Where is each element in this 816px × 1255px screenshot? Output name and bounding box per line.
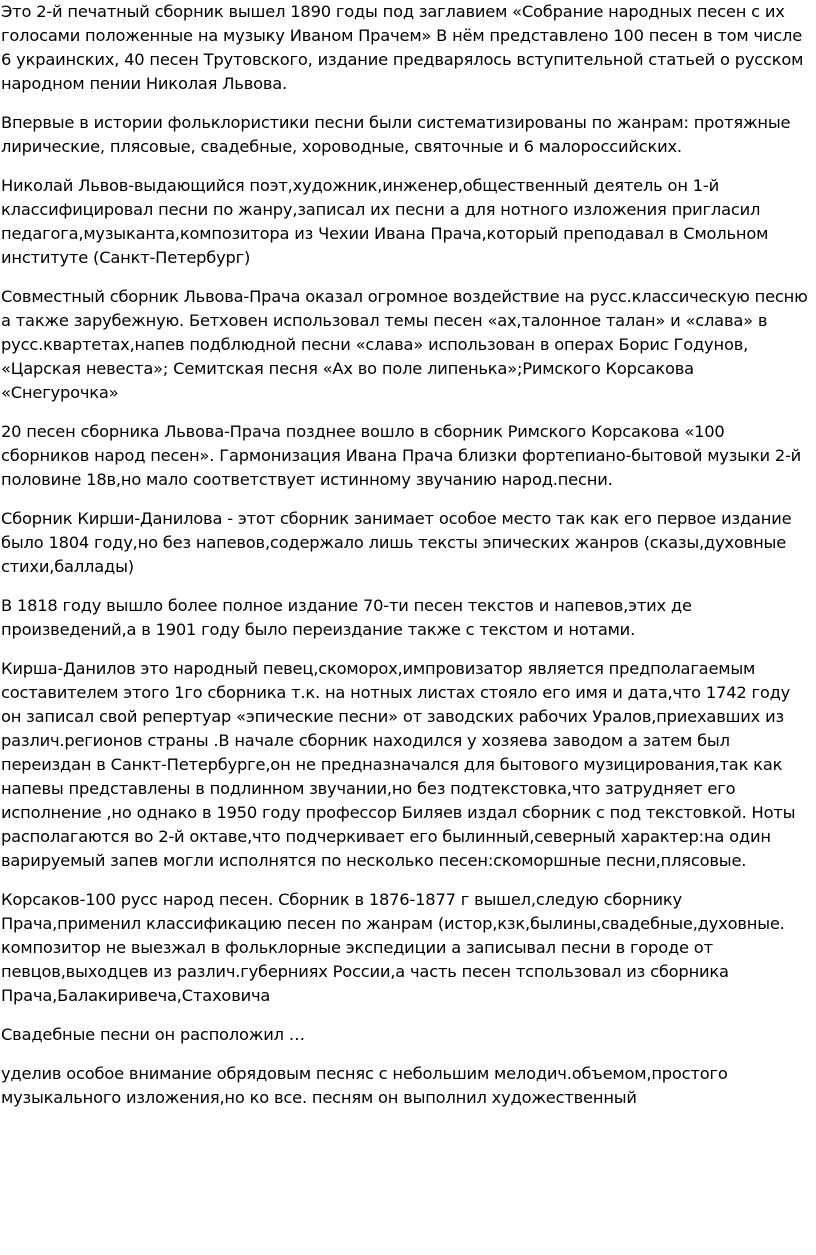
paragraph-wedding-songs: Свадебные песни он расположил … (1, 1025, 305, 1044)
paragraph-rimsky-korsakov-collection: 20 песен сборника Львова-Прача позднее вошло в сборник Римского Корсакова «100 сборников народ песен». Гармонизация Ивана Прача близки фортепиано-бытовой музыки 2-й половине 18в,но мало соответствует истинному звучанию народ.песни. (1, 422, 802, 489)
paragraph-korsakov-100-songs: Корсаков-100 русс народ песен. Сборник в 1876-1877 г вышел,следую сборнику Прача,применил классификацию песен по жанрам (истор,кзк,былины,свадебные,духовные. композитор не выезжал в фольклорные экспедиции а записывал песни в городе от певцов,выходцев из различ.губерниях России,а часть песен тспользовал из сборника Прача,Балакиривеча,Стаховича (1, 890, 785, 1005)
paragraph-ritual-songs: уделив особое внимание обрядовым песняс с небольшим мелодич.объемом,простого музыкального изложения,но ко все. песням он выполнил художественный (1, 1064, 728, 1107)
paragraph-influence: Совместный сборник Львова-Прача оказал огромное воздействие на русс.классическую песню а также зарубежную. Бетховен использовал темы песен «ах,талонное талан» и «слава» в русс.квартетах,напев подблюдной песни «слава» использован в операх Борис Годунов, «Царская невеста»; Семитская песня «Ах во поле липенька»;Римского Корсакова «Снегурочка» (1, 287, 808, 402)
paragraph-kirsha-danilov-collection: Сборник Кирши-Данилова - этот сборник занимает особое место так как его первое издание было 1804 году,но без напевов,содержало лишь тексты эпических жанров (сказы,духовные стихи,баллады) (1, 509, 792, 576)
paragraph-prach-collection: Это 2-й печатный сборник вышел 1890 годы под заглавием «Собрание народных песен с их голосами положенные на музыку Иваном Прачем» В нём представлено 100 песен в том числе 6 украинских, 40 песен Трутовского, издание предварялось вступительной статьей о русском народном пении Николая Львова. (1, 2, 804, 93)
paragraph-1818-edition: В 1818 году вышло более полное издание 70-ти песен текстов и напевов,этих де произведений,а в 1901 году было переиздание также с текстом и нотами. (1, 596, 692, 639)
paragraph-kirsha-danilov-singer: Кирша-Данилов это народный певец,скоморох,импровизатор является предполагаемым составителем этого 1го сборника т.к. на нотных листах стояло его имя и дата,что 1742 году он записал свой репертуар «эпические песни» от заводских рабочих Уралов,приехавших из различ.регионов страны .В начале сборник находился у хозяева заводом а затем был переиздан в Санкт-Петербурге,он не предназначался для бытового музицирования,так как напевы представлены в подлинном звучании,но без подтекстовка,что затрудняет его исполнение ,но однако в 1950 году профессор Биляев издал сборник с под текстовкой. Ноты располагаются во 2-й октаве,что подчеркивает его былинный,северный характер:на один варируемый запев могли исполнятся по несколько песен:скоморшные песни,плясовые. (1, 659, 796, 870)
paragraph-genres: Впервые в истории фольклористики песни были систематизированы по жанрам: протяжные лирические, плясовые, свадебные, хороводные, святочные и 6 малороссийских. (1, 113, 791, 156)
paragraph-nikolai-lvov: Николай Львов-выдающийся поэт,художник,инженер,общественный деятель он 1-й классифицировал песни по жанру,записал их песни а для нотного изложения пригласил педагога,музыканта,композитора из Чехии Ивана Прача,который преподавал в Смольном институте (Санкт-Петербург) (1, 176, 769, 267)
